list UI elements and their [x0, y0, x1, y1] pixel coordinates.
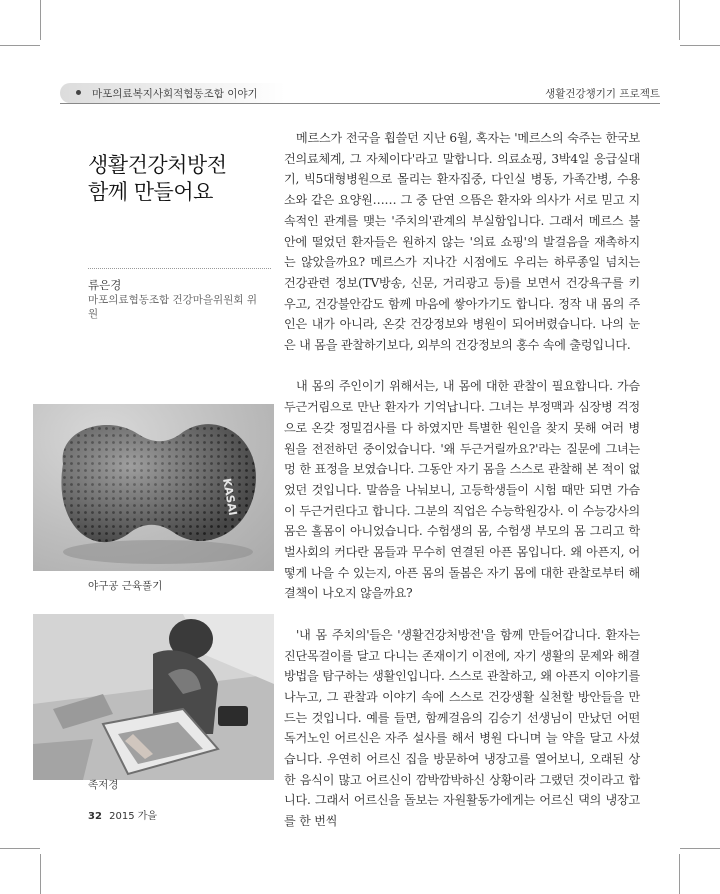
- photo1-caption: 야구공 근육풀기: [88, 580, 163, 592]
- running-title: 생활건강챙기기 프로젝트: [545, 88, 660, 100]
- article-title: [88, 152, 268, 206]
- foot-box-photo: [33, 614, 274, 780]
- crop-mark: [680, 848, 720, 849]
- issue-label: 2015 가을: [109, 811, 158, 822]
- ball-brand-text: KASAI: [220, 477, 240, 517]
- crop-mark: [0, 45, 40, 46]
- bullet-icon: [76, 90, 81, 95]
- crop-mark: [679, 0, 680, 40]
- crop-mark: [40, 854, 41, 894]
- article-title-line2: 함께 만들어요: [88, 180, 213, 204]
- article-body: [284, 128, 640, 853]
- paragraph: '내 몸 주치의'들은 '생활건강처방전'을 함께 만들어갑니다. 환자는 진단목걸이를 달고 다니는 존재이기 이전에, 자기 생활의 문제와 해결방법을 탐구하는 생활인입니다. 스스로 관찰하고, 왜 아픈지 이야기를 나누고, 그 관찰과 이야기 속에 스스로 건강생활 실천할 방안들을 만드는 것입니다. 예를 들면, 함께걸음의 김승기 선생님이 만났던 어떤 독거노인 어르신은 자주 설사를 해서 병원 다니며 늘 약을 달고 사셨습니다. 우연히 어르신 집을 방문하여 냉장고를 열어보니, 오래된 상한 음식이 많고 어르신이 깜박깜박하신 상황이라 그랬던 것이라고 합니다. 그래서 어르신을 돌보는 자원활동가에게는 어르신 댁의 냉장고를 한 번씩: [284, 627, 640, 829]
- crop-mark: [40, 0, 41, 40]
- page-footer: [88, 807, 157, 822]
- page-number: 32: [88, 811, 102, 822]
- crop-mark: [679, 854, 680, 894]
- author-affiliation: 마포의료협동조합 건강마을위원회 위원: [88, 294, 257, 320]
- paragraph: 내 몸의 주인이기 위해서는, 내 몸에 대한 관찰이 필요합니다. 가슴두근거림으로 만난 환자가 기억납니다. 그녀는 부정맥과 심장병 걱정으로 온갖 정밀검사를 다 하였지만 특별한 원인을 찾지 못해 여러 병원을 전전하던 중이었습니다. '왜 두근거릴까요?'라는 질문에 그녀는 멍 한 표정을 보였습니다. 그동안 자기 몸을 스스로 관찰해 본 적이 없었던 것입니다. 말씀을 나눠보니, 고등학생들이 시험 때만 되면 가슴이 두근거린다고 합니다. 그분의 직업은 수능학원강사. 이 수능강사의 몸은 홀몸이 아니었습니다. 수험생의 몸, 수험생 부모의 몸 그리고 학벌사회의 커다란 몸들과 무수히 연결된 아픈 몸입니다. 왜 아픈지, 어떻게 나을 수 있는지, 아픈 몸의 돌봄은 자기 몸에 대한 관찰로부터 해결책이 나오지 않을까요?: [284, 379, 640, 601]
- foot-box-illustration: [33, 614, 274, 780]
- massage-ball-photo: [33, 404, 274, 571]
- author-name: 류은경: [88, 278, 122, 292]
- author-divider: [88, 268, 271, 269]
- massage-ball-illustration: [33, 404, 274, 571]
- crop-mark: [0, 848, 40, 849]
- article-title-line1: 생활건강처방전: [88, 153, 227, 177]
- crop-mark: [680, 45, 720, 46]
- section-title: 마포의료복지사회적협동조합 이야기: [92, 88, 258, 100]
- photo2-caption: 족저경: [88, 779, 119, 791]
- paragraph: 메르스가 전국을 휩쓸던 지난 6월, 혹자는 '메르스의 숙주는 한국보건의료체계, 그 자체이다'라고 말합니다. 의료쇼핑, 3박4일 응급실대기, 빅5대형병원으로 몰리는 환자집중, 다인실 병동, 가족간병, 수용소와 같은 요양원…… 그 중 단연 으뜸은 환자와 의사가 서로 믿고 지속적인 관계를 맺는 '주치의'관계의 부실함입니다. 그래서 메르스 불안에 떨었던 환자들은 원하지 않는 '의료 쇼핑'의 발걸음을 재촉하지는 않았을까요? 메르스가 지나간 시점에도 우리는 하루종일 넘치는 건강관련 정보(TV방송, 신문, 거리광고 등)를 보면서 건강욕구를 키우고, 건강불안감도 함께 마음에 쌓아가기도 합니다. 정작 내 몸의 주인은 내가 아니라, 온갖 건강정보와 병원이 되어버렸습니다. 나의 눈은 내 몸을 관찰하기보다, 외부의 건강정보의 홍수 속에 출렁입니다.: [284, 131, 640, 353]
